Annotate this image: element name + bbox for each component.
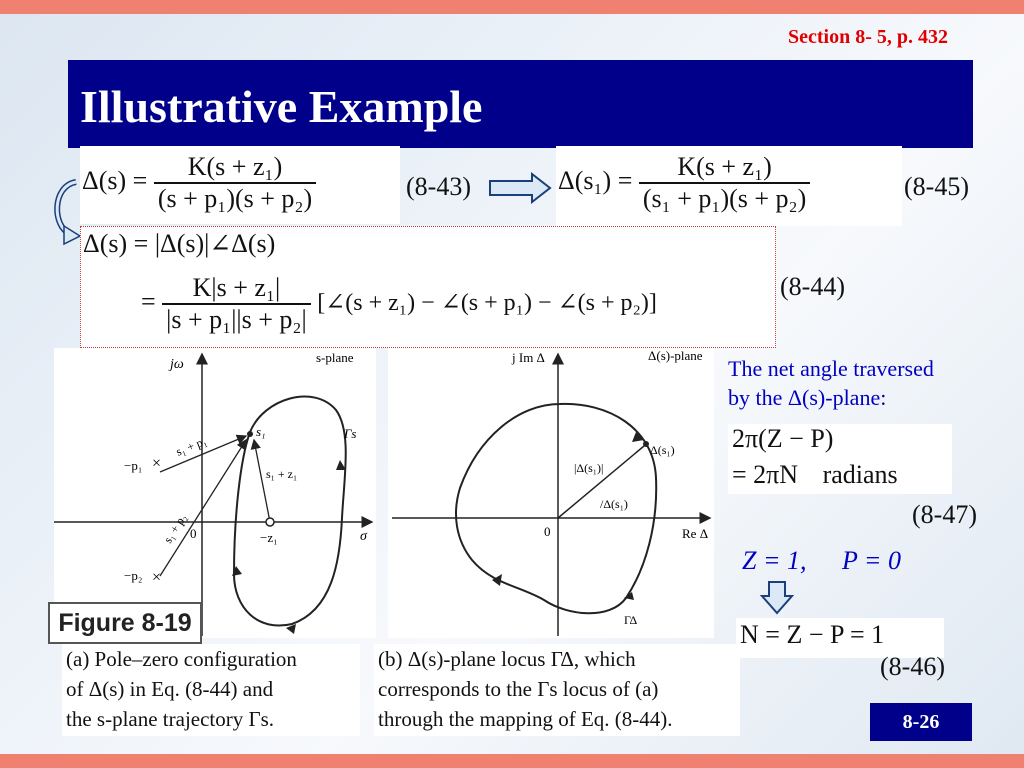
down-arrow-icon xyxy=(760,580,794,616)
eq-8-43-lhs: Δ(s) = xyxy=(82,165,148,195)
caption-b xyxy=(374,644,740,736)
s-plane-y-axis-label: jω xyxy=(170,357,184,372)
eq-8-46-text: N = Z − P = 1 xyxy=(740,620,885,649)
equation-8-47 xyxy=(728,424,952,494)
figure-a-panel xyxy=(54,348,376,638)
s-plane-x-axis-label: σ xyxy=(360,529,367,544)
delta-plane-title: Δ(s)-plane xyxy=(648,348,703,363)
curved-arrow-icon xyxy=(48,176,84,246)
gamma-delta-label: ΓΔ xyxy=(624,613,638,627)
section-reference: Section 8- 5, p. 432 xyxy=(788,26,948,48)
eq-8-44-angle-bracket: [∠(s + z₁) − ∠(s + p₁) − ∠(s + p₂)] xyxy=(317,289,657,316)
eq-8-47-label: (8-47) xyxy=(912,500,977,529)
net-angle-note xyxy=(728,354,934,412)
eq-8-43-numerator: K(s + z₁) xyxy=(154,152,316,184)
zero-z1-marker xyxy=(266,518,274,526)
caption-a xyxy=(62,644,360,736)
pole-p2-marker: × xyxy=(152,569,162,586)
delta-s1-label: Δ(s₁) xyxy=(650,443,675,457)
s-plane-title: s-plane xyxy=(316,350,354,365)
delta-plane-origin: 0 xyxy=(544,524,551,539)
vector-s1-z1-label: s₁ + z₁ xyxy=(266,467,298,481)
bottom-accent-bar xyxy=(0,754,1024,768)
eq-8-44-line1: Δ(s) = |Δ(s)|∠Δ(s) xyxy=(83,229,276,258)
eq-8-47-line1: 2π(Z − P) xyxy=(732,424,834,453)
figure-label: Figure 8-19 xyxy=(48,602,202,644)
delta-plane-x-axis-label: Re Δ xyxy=(682,526,709,541)
right-arrow-icon xyxy=(488,172,554,204)
equation-8-43 xyxy=(80,146,400,224)
eq-8-43-fraction xyxy=(154,152,316,214)
delta-plane-y-axis-label: j Im Δ xyxy=(512,350,545,365)
delta-angle-label: /Δ(s₁) xyxy=(600,497,628,511)
s1-label: s₁ xyxy=(256,424,266,439)
z1-label: −z₁ xyxy=(260,530,278,545)
figure-b-panel xyxy=(388,348,714,638)
vector-s1-p2-label: s₁ + p₂ xyxy=(160,511,190,546)
eq-8-43-denominator: (s + p₁)(s + p₂) xyxy=(157,184,313,213)
eq-8-47-units: radians xyxy=(822,460,898,489)
equation-8-44 xyxy=(80,226,776,348)
vector-s1-p1-label: s₁ + p₁ xyxy=(173,433,209,459)
caption-a-line-2: of Δ(s) in Eq. (8-44) and xyxy=(66,677,274,701)
eq-8-45-label: (8-45) xyxy=(904,172,969,201)
page-number-badge: 8-26 xyxy=(870,703,972,741)
eq-8-44-fraction xyxy=(162,273,311,335)
s-plane-diagram xyxy=(54,348,376,638)
eq-8-43-label: (8-43) xyxy=(406,172,471,201)
locus-arrow-icon-2 xyxy=(492,574,502,586)
equation-8-45 xyxy=(556,146,902,226)
caption-b-line-2: corresponds to the Γs locus of (a) xyxy=(378,677,659,701)
eq-8-46-label: (8-46) xyxy=(880,652,945,681)
eq-8-45-numerator: K(s + z₁) xyxy=(639,152,810,184)
top-accent-bar xyxy=(0,0,1024,14)
caption-b-line-1: (b) Δ(s)-plane locus ΓΔ, which xyxy=(378,647,636,671)
delta-plane-diagram xyxy=(388,348,714,638)
delta-magnitude-label: |Δ(s₁)| xyxy=(574,461,604,475)
pole-p1-marker: × xyxy=(152,455,162,472)
eq-8-45-denominator: (s₁ + p₁)(s + p₂) xyxy=(642,184,807,213)
p-value: P = 0 xyxy=(842,546,901,575)
caption-b-line-3: through the mapping of Eq. (8-44). xyxy=(378,707,673,731)
s-plane-origin: 0 xyxy=(190,526,197,541)
slide-title: Illustrative Example xyxy=(80,81,483,132)
s1-point xyxy=(247,431,253,437)
eq-8-45-lhs: Δ(s₁) = xyxy=(558,165,633,195)
eq-8-44-numerator: K|s + z₁| xyxy=(162,273,311,305)
eq-8-47-line2: = 2πN xyxy=(732,460,799,489)
gamma-s-label: Γs xyxy=(344,426,357,441)
p2-label: −p₂ xyxy=(124,568,143,583)
eq-8-44-label: (8-44) xyxy=(780,272,845,301)
p1-label: −p₁ xyxy=(124,458,143,473)
note-line-1: The net angle traversed xyxy=(728,356,934,381)
eq-8-44-equals: = xyxy=(141,286,156,316)
eq-8-44-denominator: |s + p₁||s + p₂| xyxy=(166,305,307,334)
gamma-s-contour xyxy=(234,397,346,626)
note-line-2: by the Δ(s)-plane: xyxy=(728,385,887,410)
eq-8-45-fraction xyxy=(639,152,810,214)
z-value: Z = 1, xyxy=(742,546,807,575)
caption-a-line-1: (a) Pole–zero configuration xyxy=(66,647,297,671)
caption-a-line-3: the s-plane trajectory Γs. xyxy=(66,707,275,731)
